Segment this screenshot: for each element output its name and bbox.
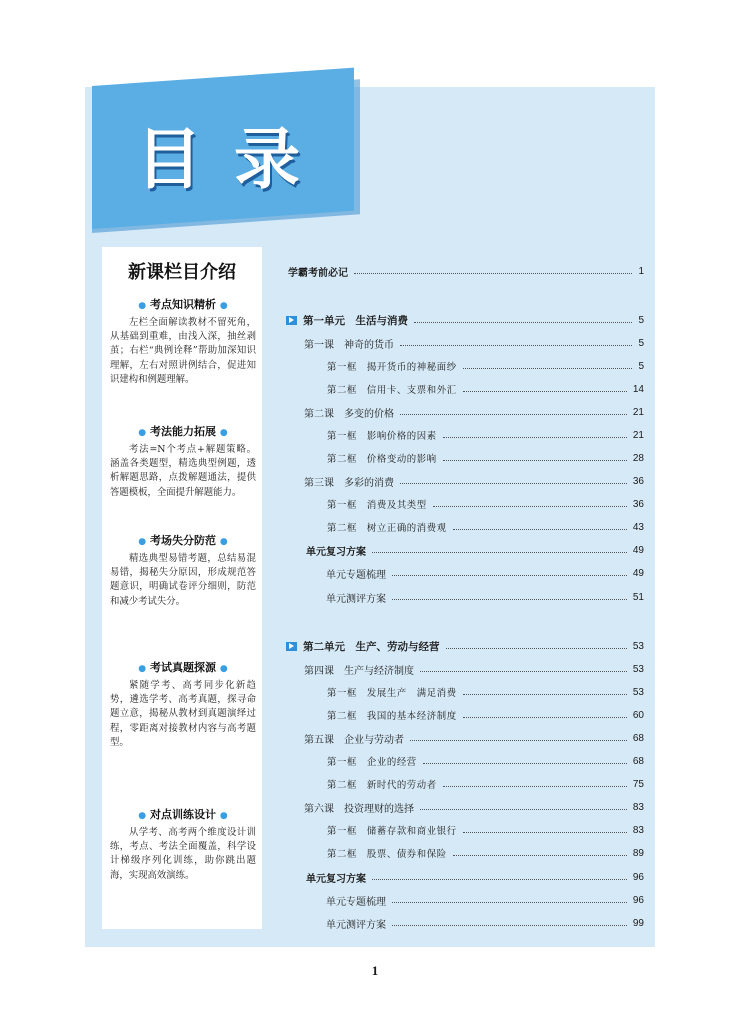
intro-section-body: 紧随学考、高考同步化新趋势，遴选学考、高考真题，探寻命题立意，揭秘从教材到真题演绎过程，零距离对接教材内容与高考题型。: [110, 680, 256, 748]
dot-leader: [446, 648, 627, 649]
bullet-icon: ●: [219, 664, 228, 674]
intro-section-title: 考点知识精析: [150, 298, 216, 311]
dot-leader: [372, 552, 627, 553]
toc-entry[interactable]: [327, 496, 644, 512]
toc-entry-page: 36: [632, 498, 644, 510]
toc-entry[interactable]: [326, 915, 644, 931]
dot-leader: [463, 832, 627, 833]
dot-leader: [420, 809, 627, 810]
toc-entry-label: 第二课 多变的价格: [304, 408, 394, 420]
toc-entry[interactable]: [327, 427, 644, 443]
intro-section-1: [110, 296, 256, 387]
dot-leader: [443, 460, 627, 461]
toc-entry-label: 第二框 价格变动的影响: [327, 454, 437, 465]
dot-leader: [354, 273, 632, 274]
toc-entry[interactable]: [304, 473, 644, 489]
toc-entry-label: 第三课 多彩的消费: [304, 477, 394, 489]
page-number: 1: [371, 963, 379, 978]
toc-entry-page: 53: [632, 686, 644, 698]
dot-leader: [443, 437, 627, 438]
bullet-icon: ●: [138, 537, 147, 547]
dot-leader: [400, 414, 627, 415]
toc-entry-page: 5: [638, 314, 644, 326]
toc-entry[interactable]: [327, 450, 644, 466]
toc-entry[interactable]: [327, 753, 644, 769]
toc-entry-page: 43: [632, 521, 644, 533]
bullet-icon: ●: [219, 428, 228, 438]
dot-leader: [392, 925, 627, 926]
bullet-icon: ●: [138, 301, 147, 311]
toc-entry-page: 49: [632, 544, 644, 556]
toc-entry-page: 53: [632, 663, 644, 675]
toc-entry[interactable]: [286, 312, 644, 328]
toc-entry[interactable]: [327, 822, 644, 838]
toc-entry[interactable]: [327, 358, 644, 374]
dot-leader: [410, 740, 627, 741]
dot-leader: [372, 879, 627, 880]
dot-leader: [453, 855, 627, 856]
toc-entry[interactable]: [327, 776, 644, 792]
dot-leader: [420, 671, 627, 672]
toc-entry-page: 51: [632, 591, 644, 603]
bullet-icon: ●: [219, 301, 228, 311]
intro-section-body: 左栏全面解读教材不留死角，从基础到重难，由浅入深，抽丝剥茧；右栏“典例诠释”帮助加深知识理解，左右对照讲例结合，促进知识建构和例题理解。: [110, 317, 256, 385]
intro-section-body: 从学考、高考两个维度设计训练，考点、考法全面覆盖，科学设计梯级序列化训练，助你跳出题海，实现高效演练。: [110, 827, 256, 881]
intro-section-title: 考场失分防范: [150, 534, 216, 547]
toc-entry-label: 单元测评方案: [326, 919, 386, 931]
dot-leader: [443, 786, 627, 787]
bullet-icon: ●: [138, 664, 147, 674]
intro-section-title: 考法能力拓展: [150, 425, 216, 438]
toc-entry-label: 第一单元 生活与消费: [303, 314, 408, 327]
toc-entry-page: 68: [632, 755, 644, 767]
toc-entry-label: 第一框 发展生产 满足消费: [327, 688, 457, 699]
toc-entry[interactable]: [327, 381, 644, 397]
toc-entry-label: 第五课 企业与劳动者: [304, 734, 404, 746]
dot-leader: [453, 529, 627, 530]
dot-leader: [414, 322, 632, 323]
page-title: 目录: [136, 121, 332, 198]
toc-entry-page: 5: [638, 337, 644, 349]
toc-entry[interactable]: [306, 542, 644, 558]
toc-entry-page: 96: [632, 871, 644, 883]
toc-entry-page: 96: [632, 894, 644, 906]
toc-entry-page: 60: [632, 709, 644, 721]
toc-entry[interactable]: [286, 638, 644, 654]
toc-entry[interactable]: [327, 519, 644, 535]
toc-entry-page: 36: [632, 475, 644, 487]
intro-section-2: [110, 423, 256, 500]
toc-entry-label: 第二框 股票、债券和保险: [327, 849, 447, 860]
toc-entry-label: 第一框 企业的经营: [327, 757, 417, 768]
toc-entry[interactable]: [326, 589, 644, 605]
intro-section-title: 对点训练设计: [150, 808, 216, 821]
bullet-icon: ●: [219, 811, 228, 821]
toc-entry-page: 1: [638, 265, 644, 277]
toc-entry-page: 68: [632, 732, 644, 744]
toc-entry[interactable]: [304, 404, 644, 420]
toc-entry-label: 第二框 我国的基本经济制度: [327, 711, 457, 722]
intro-section-4: [110, 659, 256, 750]
toc-entry-label: 第四课 生产与经济制度: [304, 665, 414, 677]
toc-entry-label: 单元专题梳理: [326, 569, 386, 581]
toc-entry-label: 第一框 揭开货币的神秘面纱: [327, 362, 457, 373]
toc-entry-label: 第一框 储蓄存款和商业银行: [327, 826, 457, 837]
toc-entry-page: 28: [632, 452, 644, 464]
toc-entry-label: 学霸考前必记: [288, 267, 348, 279]
toc-entry[interactable]: [304, 335, 644, 351]
toc-entry-page: 83: [632, 801, 644, 813]
dot-leader: [400, 483, 627, 484]
intro-section-body: 精选典型易错考题，总结易混易错，揭秘失分原因，形成规范答题意识，明确试卷评分细则，防范和减少考试失分。: [110, 553, 256, 607]
toc-entry-label: 单元复习方案: [306, 873, 366, 885]
toc-entry-label: 第二框 信用卡、支票和外汇: [327, 385, 457, 396]
toc-entry-page: 5: [638, 360, 644, 372]
dot-leader: [433, 506, 627, 507]
toc-entry-page: 14: [632, 383, 644, 395]
toc-entry-page: 53: [632, 640, 644, 652]
toc-entry-page: 21: [632, 429, 644, 441]
dot-leader: [463, 717, 627, 718]
dot-leader: [463, 694, 627, 695]
toc-entry-label: 单元测评方案: [326, 593, 386, 605]
toc-entry-page: 75: [632, 778, 644, 790]
dot-leader: [423, 763, 627, 764]
toc-entry-label: 单元专题梳理: [326, 896, 386, 908]
toc-entry-label: 第一框 影响价格的因素: [327, 431, 437, 442]
toc-entry-page: 21: [632, 406, 644, 418]
toc-entry-page: 89: [632, 847, 644, 859]
toc-entry-label: 第一课 神奇的货币: [304, 339, 394, 351]
dot-leader: [463, 368, 633, 369]
toc-entry[interactable]: [326, 892, 644, 908]
intro-heading: 新课栏目介绍: [128, 262, 236, 283]
toc-entry-label: 第二框 树立正确的消费观: [327, 523, 447, 534]
dot-leader: [392, 575, 627, 576]
play-arrow-icon: [286, 316, 297, 325]
toc-entry-label: 第二单元 生产、劳动与经营: [303, 640, 440, 653]
dot-leader: [400, 345, 632, 346]
toc-entry-page: 99: [632, 917, 644, 929]
toc-entry-label: 第六课 投资理财的选择: [304, 803, 414, 815]
toc-entry[interactable]: [327, 684, 644, 700]
toc-entry[interactable]: [327, 845, 644, 861]
intro-section-body: 考法=N个考点+解题策略。涵盖各类题型，精选典型例题，透析解题思路，点拨解题通法，提供答题模板，全面提升解题能力。: [110, 444, 256, 498]
toc-entry-page: 49: [632, 567, 644, 579]
bullet-icon: ●: [219, 537, 228, 547]
dot-leader: [463, 391, 627, 392]
intro-section-5: [110, 806, 256, 883]
toc-entry[interactable]: [304, 799, 644, 815]
toc-entry[interactable]: [304, 661, 644, 677]
toc-entry[interactable]: [304, 730, 644, 746]
dot-leader: [392, 599, 627, 600]
bullet-icon: ●: [138, 428, 147, 438]
toc-entry-label: 第二框 新时代的劳动者: [327, 780, 437, 791]
dot-leader: [392, 902, 627, 903]
toc-entry[interactable]: [306, 869, 644, 885]
toc-entry[interactable]: [326, 565, 644, 581]
toc-entry[interactable]: [288, 263, 644, 279]
bullet-icon: ●: [138, 811, 147, 821]
toc-entry-label: 第一框 消费及其类型: [327, 500, 427, 511]
intro-section-3: [110, 532, 256, 609]
toc-entry[interactable]: [327, 707, 644, 723]
play-arrow-icon: [286, 642, 297, 651]
toc-entry-page: 83: [632, 824, 644, 836]
toc-entry-label: 单元复习方案: [306, 546, 366, 558]
intro-section-title: 考试真题探源: [150, 661, 216, 674]
